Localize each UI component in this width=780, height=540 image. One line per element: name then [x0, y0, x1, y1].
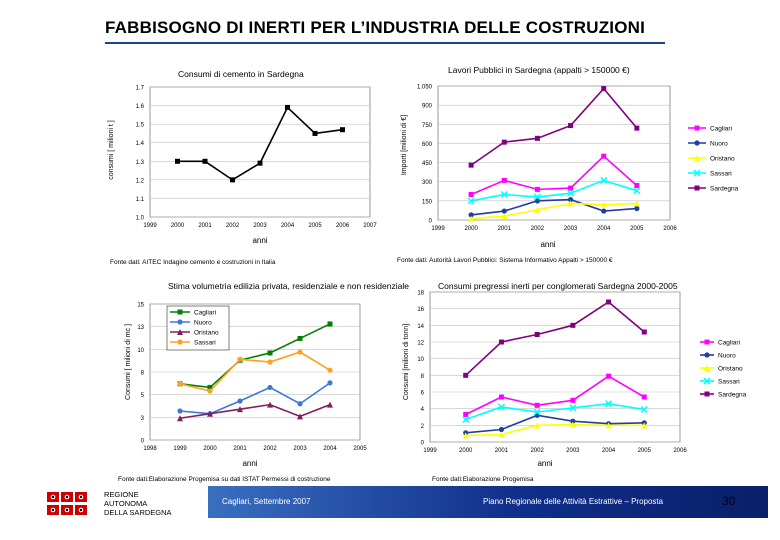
chart4-xtick-label: 2004 [601, 448, 616, 454]
chart2-ytick-label: 0 [428, 218, 432, 225]
chart4-data-point [606, 300, 611, 305]
chart4-ytick-label: 18 [417, 290, 424, 297]
chart3-legend-label: Nuoro [194, 319, 212, 327]
chart3-xtick-label: 2003 [293, 446, 307, 452]
chart3-xtick-label: 1998 [143, 446, 157, 452]
sardinia-flag-logo [45, 490, 105, 518]
region-line-2: AUTONOMA [104, 499, 148, 508]
chart1-title: Consumi di cemento in Sardegna [178, 69, 304, 79]
chart4-ytick-label: 8 [420, 373, 424, 380]
chart2-data-point [502, 178, 507, 183]
chart4-data-point [642, 330, 647, 335]
chart1-series-line-consumi [178, 107, 343, 179]
chart2-legend-marker [694, 140, 699, 145]
chart1-xtick-label: 2006 [335, 223, 350, 229]
chart2-xlabel: anni [540, 240, 556, 249]
chart2-source: Fonte dati: Autorità Lavori Pubblici: Sistema Informativo Appalti > 150000 € [397, 257, 613, 264]
chart2-data-point [535, 136, 540, 141]
chart4-ytick-label: 14 [417, 323, 424, 330]
chart3-data-point [327, 368, 332, 373]
chart1-ytick-label: 1.4 [135, 141, 144, 148]
chart2-ytick-label: 450 [421, 161, 432, 168]
chart2-data-point [502, 140, 507, 145]
chart3-data-point [177, 408, 182, 413]
chart3-ytick-label: 15 [137, 302, 144, 309]
chart4-xtick-label: 2002 [530, 448, 544, 454]
footer-location-date: Cagliari, Settembre 2007 [222, 497, 311, 506]
chart4-xlabel: anni [537, 459, 553, 468]
chart2-xtick-label: 2003 [563, 226, 578, 232]
chart1-data-point [230, 177, 235, 182]
chart3-legend-marker [177, 319, 182, 324]
chart2-data-point [634, 206, 639, 211]
chart1-ytick-label: 1.1 [135, 196, 144, 203]
chart2-xtick-label: 2002 [530, 226, 545, 232]
chart3-legend-marker [177, 339, 182, 344]
chart4-data-point [606, 374, 611, 379]
chart3-ytick-label: 3 [140, 415, 144, 422]
chart2-legend-label: Cagliari [710, 125, 733, 133]
chart3-legend-label: Sassari [194, 339, 216, 347]
chart1-ytick-label: 1.7 [135, 85, 144, 92]
chart4-ytick-label: 16 [417, 307, 424, 314]
chart3-legend-marker [178, 310, 183, 315]
chart4-data-point [463, 373, 468, 378]
chart2-data-point [502, 208, 507, 213]
chart4-data-point [535, 332, 540, 337]
chart1-data-point [258, 161, 263, 166]
chart1-data-point [203, 159, 208, 164]
chart3-data-point [267, 385, 272, 390]
chart1-data-point [340, 127, 345, 132]
chart3-data-point [267, 359, 272, 364]
chart4-legend-label: Nuoro [718, 352, 736, 360]
chart3-data-point [268, 350, 273, 355]
chart2-data-point [634, 183, 639, 188]
chart1-xtick-label: 2000 [170, 223, 185, 229]
chart2-xtick-label: 2000 [464, 226, 478, 232]
chart2-legend-label: Sassari [710, 170, 732, 178]
chart3-xtick-label: 1999 [173, 446, 187, 452]
region-line-1: REGIONE [104, 490, 139, 499]
footer-plan-name: Piano Regionale delle Attività Estrattive – Proposta [483, 497, 664, 506]
chart3-source: Fonte dati:Elaborazione Progemisa su dati ISTAT Permessi di costruzione [118, 476, 331, 483]
chart3-data-point [297, 349, 302, 354]
chart1-xtick-label: 2007 [363, 223, 377, 229]
chart3-ytick-label: 10 [137, 347, 144, 354]
chart2-legend-label: Nuoro [710, 140, 728, 148]
chart3-series-line-sassari [180, 352, 330, 391]
chart3-ytick-label: 5 [140, 393, 144, 400]
chart1-ytick-label: 1.3 [135, 159, 144, 166]
chart4-ylabel: Consumi [milioni di tonn] [403, 323, 410, 401]
chart4-ytick-label: 6 [420, 390, 424, 397]
chart2-data-point [568, 123, 573, 128]
chart4-data-point [499, 395, 504, 400]
chart4-legend-label: Sassari [718, 378, 740, 386]
chart4-legend-marker [704, 352, 709, 357]
chart1-ytick-label: 1.5 [135, 122, 144, 129]
chart4-series-line-nuoro [466, 415, 645, 433]
chart2-data-point [469, 163, 474, 168]
chart2-ytick-label: 1.050 [416, 84, 432, 91]
chart2-data-point [601, 208, 606, 213]
chart2-ytick-label: 750 [421, 122, 432, 129]
chart1-ylabel: consumi [ milioni t ] [108, 120, 115, 180]
chart1-data-point [285, 105, 290, 110]
chart3-data-point [327, 380, 332, 385]
chart3-series-line-oristano [180, 405, 330, 419]
chart4-title: Consumi pregressi inerti per conglomerati Sardegna 2000-2005 [438, 281, 678, 291]
chart2-series-line-cagliari [471, 156, 637, 194]
chart1-xlabel: anni [252, 236, 268, 245]
chart3-data-point [237, 357, 242, 362]
region-name [104, 490, 172, 517]
chart2-ylabel: Importi [milioni di €] [401, 114, 408, 176]
chart4-data-point [570, 398, 575, 403]
chart2-xtick-label: 2006 [663, 226, 677, 232]
chart2-ytick-label: 600 [421, 141, 432, 148]
chart1-ytick-label: 1.6 [135, 104, 144, 111]
chart3-xtick-label: 2005 [353, 446, 367, 452]
chart3-data-point [177, 381, 182, 386]
page-title: FABBISOGNO DI INERTI PER L’INDUSTRIA DELLE COSTRUZIONI [105, 18, 646, 37]
chart1-source: Fonte dati: AITEC Indagine cemento e costruzioni in Italia [110, 259, 276, 266]
chart3-data-point [237, 398, 242, 403]
chart3-xtick-label: 2001 [233, 446, 247, 452]
chart4-xtick-label: 2003 [566, 448, 580, 454]
chart4-ytick-label: 10 [417, 357, 424, 364]
chart4-legend-marker [705, 340, 710, 345]
chart1-xtick-label: 1999 [143, 223, 157, 229]
chart2-legend-marker [695, 186, 700, 191]
chart4-series-line-sardegna [466, 302, 645, 375]
chart3-ylabel: Consumi [ milioni di mc ] [125, 324, 132, 400]
chart1-ytick-label: 1.2 [135, 178, 144, 185]
chart3-legend-label: Oristano [194, 329, 219, 337]
chart3-legend-label: Cagliari [194, 309, 217, 317]
chart2-xtick-label: 2001 [497, 226, 511, 232]
chart4-ytick-label: 12 [417, 340, 424, 347]
chart4-xtick-label: 2005 [637, 448, 651, 454]
chart3-xtick-label: 2000 [203, 446, 217, 452]
chart4-legend-label: Cagliari [718, 339, 741, 347]
chart2-ytick-label: 900 [421, 103, 432, 110]
chart1-xtick-label: 2003 [253, 223, 267, 229]
chart2-legend-label: Oristano [710, 155, 735, 163]
chart2-xtick-label: 2005 [630, 226, 644, 232]
chart2-series-line-sardegna [471, 89, 637, 166]
chart2-data-point [469, 192, 474, 197]
chart4-legend-marker [705, 392, 710, 397]
chart1-plot-frame [150, 87, 370, 217]
region-line-3: DELLA SARDEGNA [104, 508, 172, 517]
chart3-data-point [297, 401, 302, 406]
chart2-data-point [601, 154, 606, 159]
chart2-xtick-label: 2004 [597, 226, 611, 232]
chart4-data-point [535, 403, 540, 408]
chart2-legend-marker [695, 126, 700, 131]
chart4-source: Fonte dati:Elaborazione Progemisa [432, 476, 534, 483]
chart4-xtick-label: 2006 [673, 448, 687, 454]
chart2-data-point [535, 187, 540, 192]
chart4-data-point [463, 412, 468, 417]
chart4-legend-label: Sardegna [718, 391, 747, 399]
chart1-data-point [175, 159, 180, 164]
chart1-xtick-label: 2001 [198, 223, 212, 229]
chart4-data-point [642, 395, 647, 400]
chart1-xtick-label: 2005 [308, 223, 322, 229]
chart4-xtick-label: 1999 [423, 448, 437, 454]
chart4-series-line-sassari [466, 404, 645, 420]
chart1-data-point [313, 131, 318, 136]
chart3-data-point [328, 321, 333, 326]
chart1-ytick-label: 1.0 [135, 215, 144, 222]
chart4-data-point [499, 340, 504, 345]
chart4-xtick-label: 2000 [459, 448, 473, 454]
page-number: 30 [722, 494, 736, 508]
chart4-data-point [499, 427, 504, 432]
chart3-ytick-label: 8 [140, 370, 144, 377]
chart1-xtick-label: 2004 [280, 223, 295, 229]
chart4-xtick-label: 2001 [494, 448, 509, 454]
chart3-title: Stima volumetria edilizia privata, residenziale e non residenziale [168, 281, 409, 291]
chart1-xtick-label: 2002 [225, 223, 240, 229]
chart3-xtick-label: 2002 [263, 446, 277, 452]
chart4-data-point [570, 323, 575, 328]
chart4-legend-label: Oristano [718, 365, 743, 373]
chart4-ytick-label: 2 [420, 423, 424, 430]
chart3-xtick-label: 2004 [323, 446, 337, 452]
chart2-legend-label: Sardegna [710, 185, 739, 193]
chart2-ytick-label: 300 [421, 180, 432, 187]
chart3-data-point [207, 388, 212, 393]
chart2-data-point [601, 86, 606, 91]
chart3-data-point [298, 336, 303, 341]
chart3-ytick-label: 0 [140, 438, 144, 445]
chart4-ytick-label: 4 [420, 407, 424, 414]
chart3-xlabel: anni [242, 459, 258, 468]
chart3-series-line-nuoro [180, 383, 330, 414]
chart2-title: Lavori Pubblici in Sardegna (appalti > 150000 €) [448, 65, 630, 75]
chart2-data-point [568, 186, 573, 191]
chart2-ytick-label: 150 [421, 199, 432, 206]
chart4-ytick-label: 0 [420, 440, 424, 447]
chart3-ytick-label: 13 [137, 325, 144, 332]
chart2-data-point [634, 126, 639, 131]
chart2-xtick-label: 1999 [431, 226, 445, 232]
